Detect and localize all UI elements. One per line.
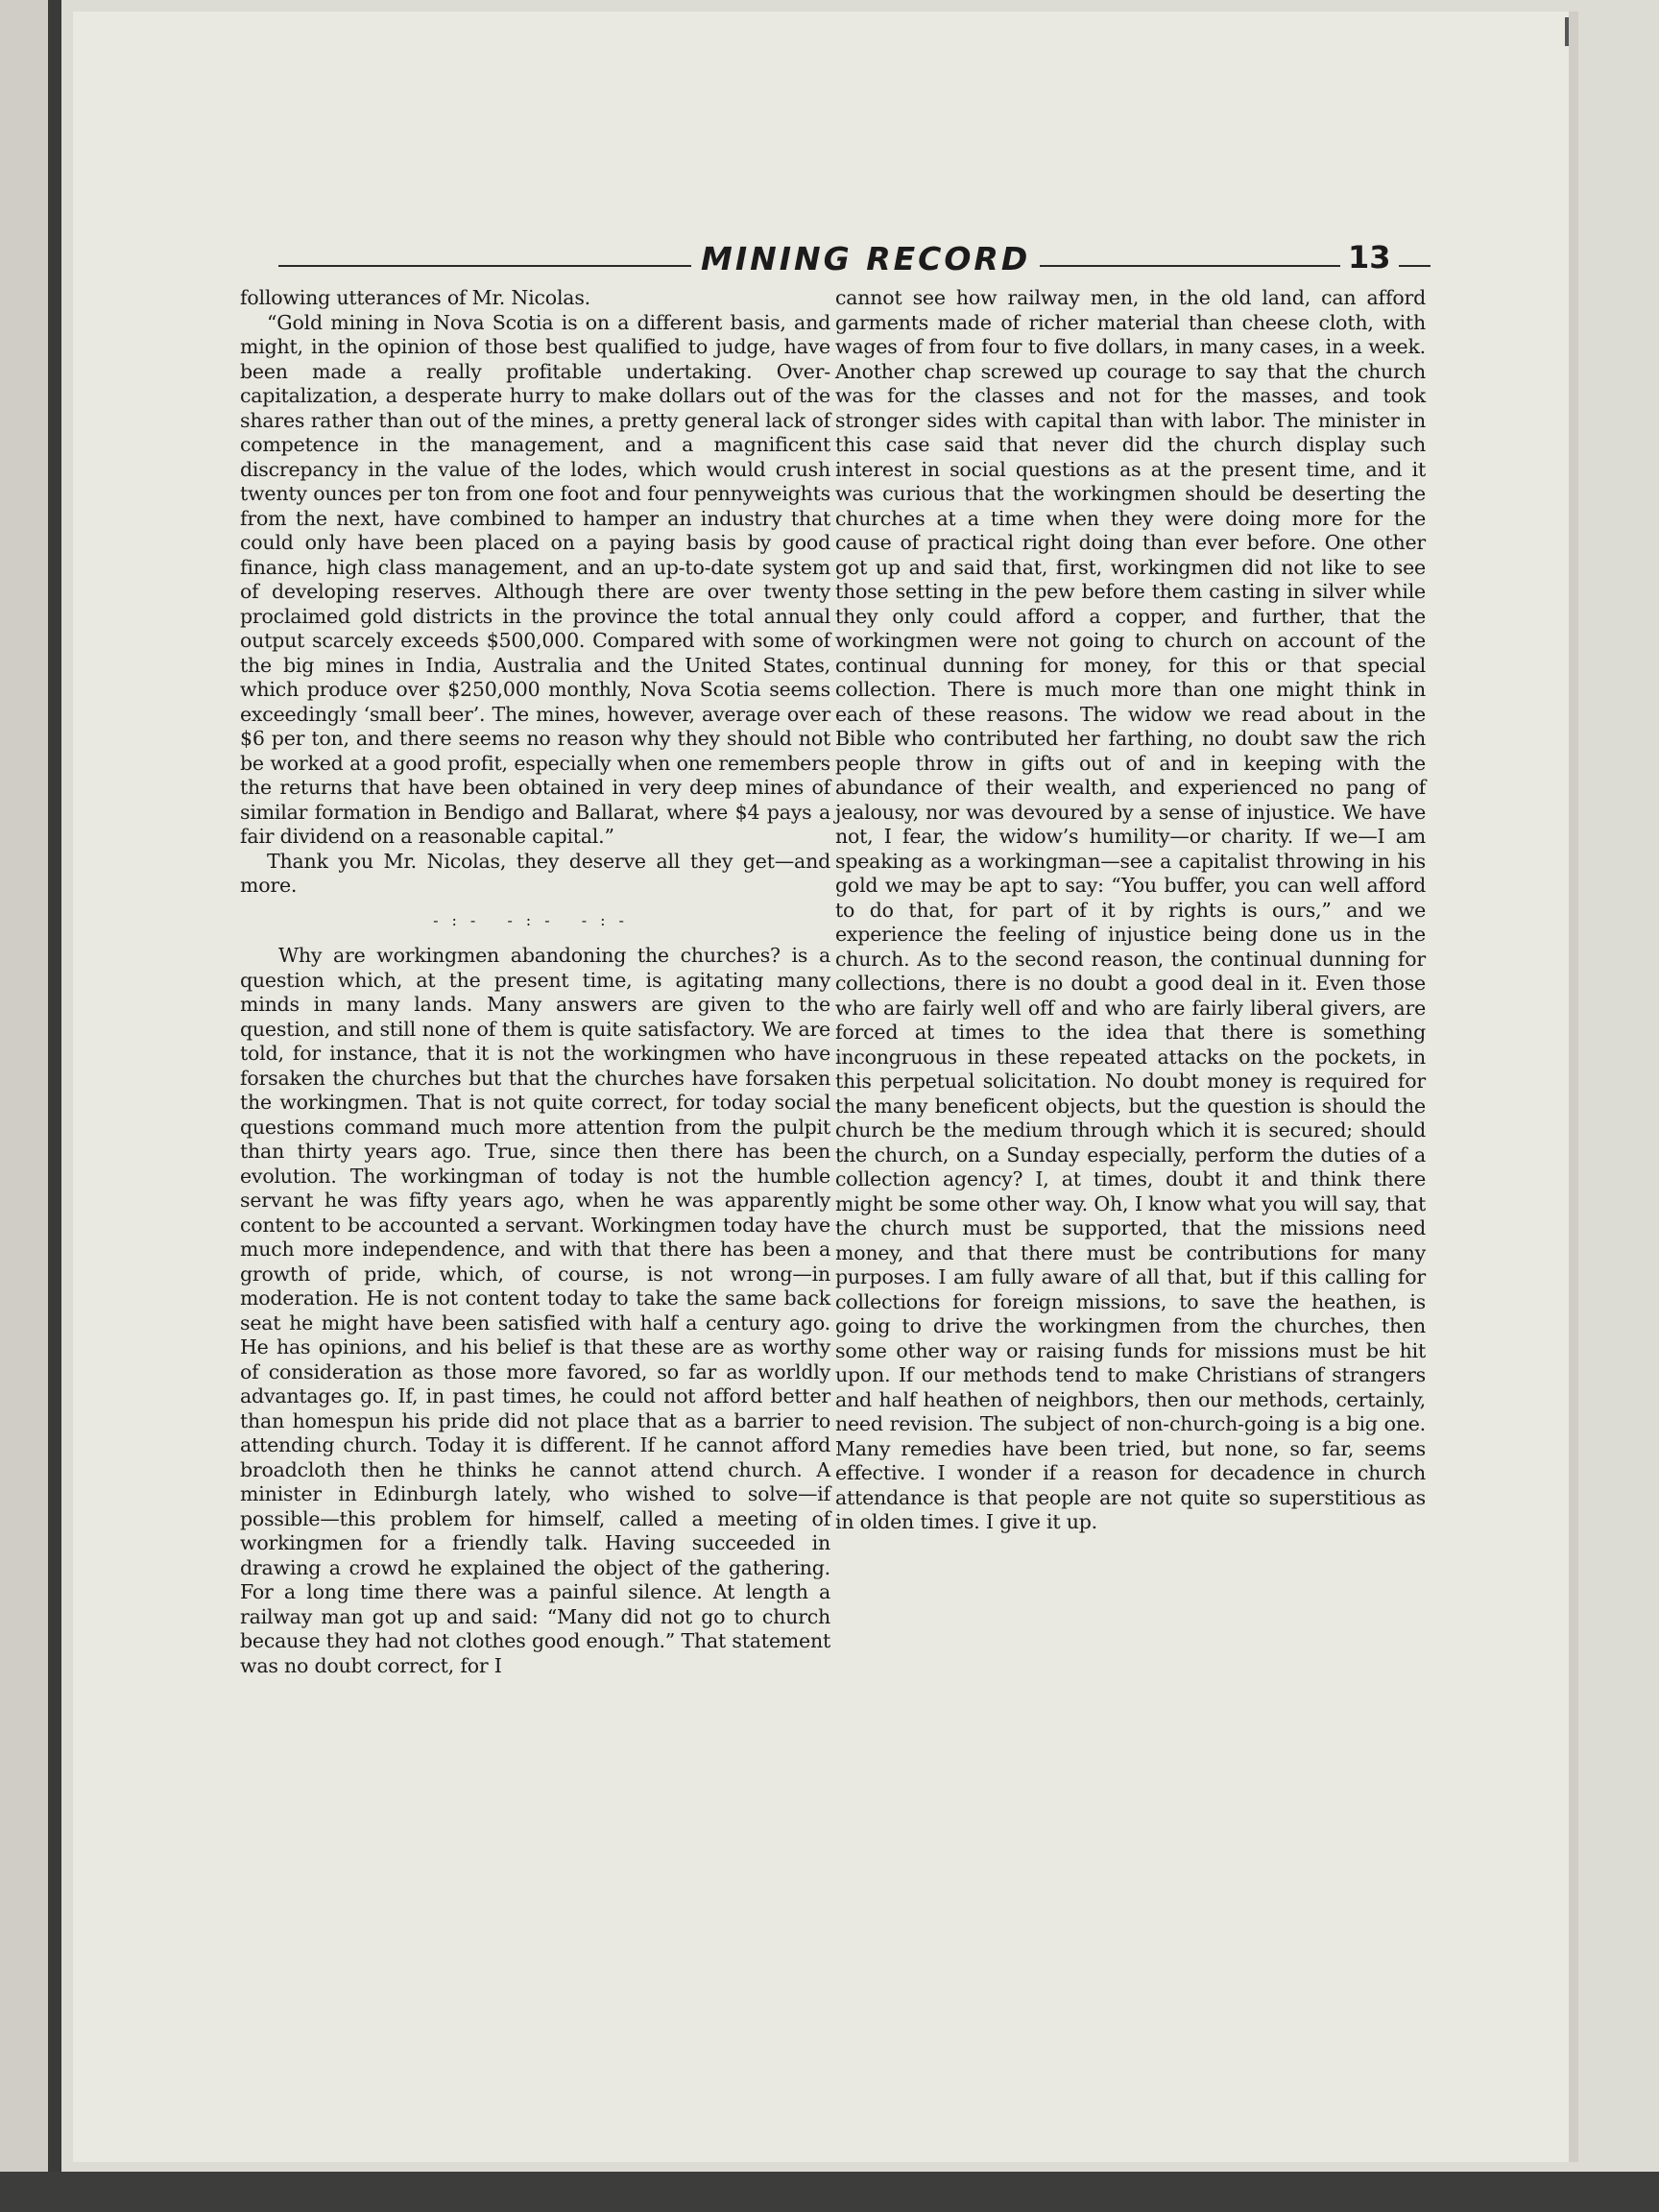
section-separator: -:- -:- -:- [433,910,637,929]
page-number: 13 [1340,238,1399,276]
left-column [240,286,830,1678]
paragraph: Thank you Mr. Nicolas, they deserve all they get—and more. [240,849,830,897]
paragraph: “Gold mining in Nova Scotia is on a different basis, and might, in the opinion of those best qualified to judge, have been made a really profitable undertaking. Over-capitalization, a desperate hurry to make dollars out of the shares rather than out of the mines, a pretty general lack of competence in the management, and a magnificent discrepancy in the value of the lodes, which would crush twenty ounces per ton from one foot and four pennyweights from the next, have combined to hamper an industry that could only have been placed on a paying basis by good finance, high class management, and an up-to-date system of developing reserves. Although there are over twenty proclaimed gold districts in the province the total annual output scarcely exceeds $500,000. Compared with some of the big mines in India, Australia and the United States, which produce over $250,000 monthly, Nova Scotia seems exceedingly ‘small beer’. The mines, however, average over $6 per ton, and there seems no reason why they should not be worked at a good profit, especially when one remembers the returns that have been obtained in very deep mines of similar formation in Bendigo and Ballarat, where $4 pays a fair dividend on a reasonable capital.” [240,310,830,848]
page-right-edge [1569,12,1578,2162]
running-title: MINING RECORD [691,240,1040,278]
paragraph: Why are workingmen abandoning the churches? is a question which, at the present time, is agitating many minds in many lands. Many answers are given to the question, and still none of them is quite satisfactory. We are told, for instance, that it is not the workingmen who have forsaken the churches but that the churches have forsaken the workingmen. That is not quite correct, for today social questions command much more attention from the pulpit than thirty years ago. True, since then there has been evolution. The workingman of today is not the humble servant he was fifty years ago, when he was apparently content to be accounted a servant. Workingmen today have much more independence, and with that there has been a growth of pride, which, of course, is not wrong—in moderation. He is not content today to take the same back seat he might have been satisfied with half a century ago. He has opinions, and his belief is that these are as worthy of consideration as those more favored, so far as worldly advantages go. If, in past times, he could not afford better than homespun his pride did not place that as a barrier to attending church. Today it is different. If he cannot afford broadcloth then he thinks he cannot attend church. A minister in Edinburgh lately, who wished to solve—if possible—this problem for himself, called a meeting of workingmen for a friendly talk. Having succeeded in drawing a crowd he explained the object of the gathering. For a long time there was a painful silence. At length a railway man got up and said: “Many did not go to church because they had not clothes good enough.” That statement was no doubt correct, for I [240,944,830,1677]
paragraph: following utterances of Mr. Nicolas. [240,286,590,309]
scanner-bottom-edge [0,2172,1659,2212]
paragraph: cannot see how railway men, in the old land, can afford garments made of richer material than cheese cloth, with wages of from four to five dollars, in many cases, in a week. Another chap screwed up courage to say that the church was for the classes and not for the masses, and took stronger sides with capital than with labor. The minister in this case said that never did the church display such interest in social questions as at the present time, and it was curious that the workingmen should be deserting the churches at a time when they were doing more for the cause of practical right doing than ever before. One other got up and said that, first, workingmen did not like to see those setting in the pew before them casting in silver while they only could afford a copper, and further, that the workingmen were not going to church on account of the continual dunning for money, for this or that special collection. There is much more than one might think in each of these reasons. The widow we read about in the Bible who contributed her farthing, no doubt saw the rich people throw in gifts out of and in keeping with the abundance of their wealth, and experienced no pang of jealousy, nor was devoured by a sense of injustice. We have not, I fear, the widow’s humility—or charity. If we—I am speaking as a workingman—see a capitalist throwing in his gold we may be apt to say: “You buffer, you can well afford to do that, for part of it by rights is ours,” and we experience the feeling of injustice being done us in the church. As to the second reason, the continual dunning for collections, there is no doubt a good deal in it. Even those who are fairly well off and who are fairly liberal givers, are forced at times to the idea that there is something incongruous in these repeated attacks on the pockets, in this perpetual solicitation. No doubt money is required for the many beneficent objects, but the question is should the church be the medium through which it is secured; should the church, on a Sunday especially, perform the duties of a collection agency? I, at times, doubt it and think there might be some other way. Oh, I know what you will say, that the church must be supported, that the missions need money, and that there must be contributions for many purposes. I am fully aware of all that, but if this calling for collections for foreign missions, to save the heathen, is going to drive the workingmen from the churches, then some other way or raising funds for missions must be hit upon. If our methods tend to make Christians of strangers and half heathen of neighbors, then our methods, certainly, need revision. The subject of non-church-going is a big one. Many remedies have been tried, but none, so far, seems effective. I wonder if a reason for decadence in church attendance is that people are not quite so superstitious as in olden times. I give it up. [835,286,1426,1533]
right-column [835,286,1426,1535]
scan-mark [1565,17,1569,46]
scanner-left-edge [0,0,60,2212]
page-header [278,240,1431,280]
